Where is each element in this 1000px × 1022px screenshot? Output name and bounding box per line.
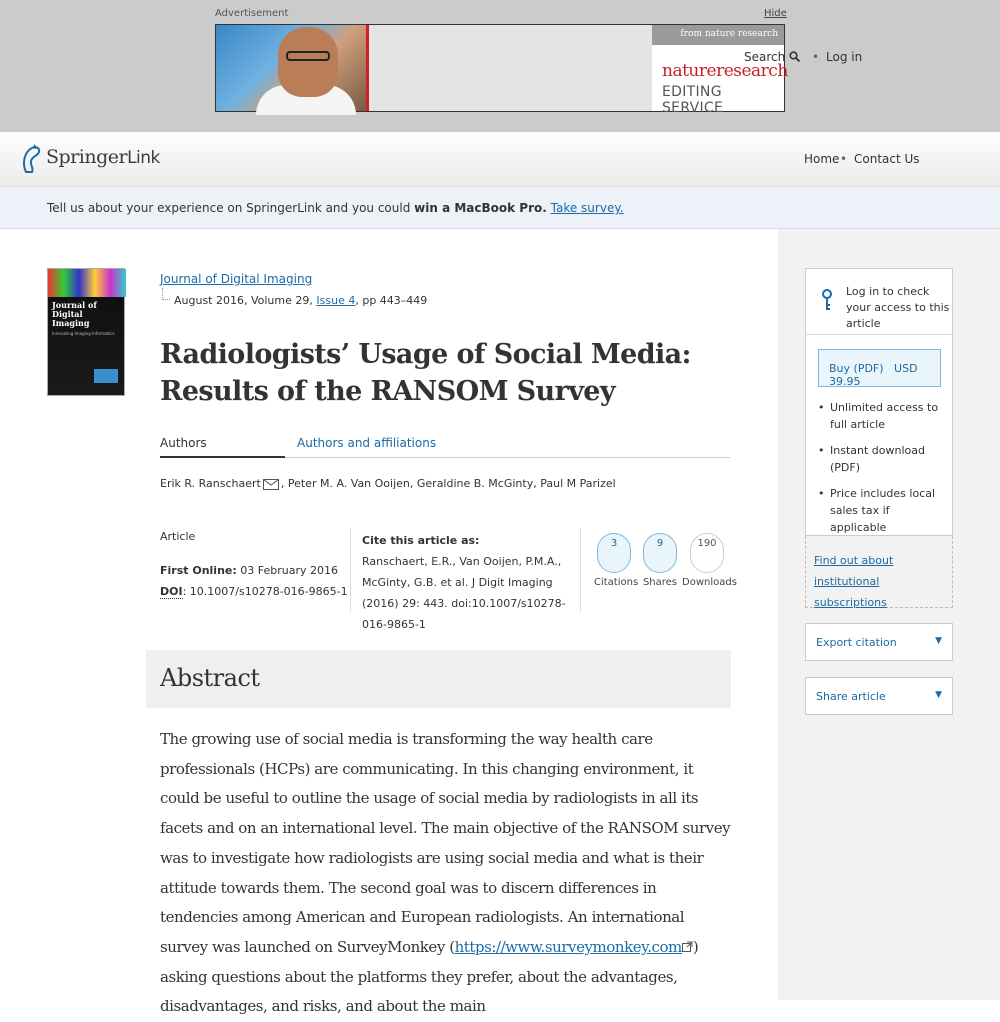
login-access-text: Log in to check your access to this article [846, 285, 950, 330]
tab-affiliations[interactable]: Authors and affiliations [297, 436, 437, 450]
metric-shares[interactable] [640, 533, 680, 588]
nav-separator: • [812, 50, 820, 64]
list-item: • Instant download (PDF) [818, 442, 948, 476]
metric-label: Downloads [682, 577, 737, 588]
divider [580, 528, 581, 612]
search-icon [789, 51, 800, 62]
nav-separator: • [840, 152, 848, 166]
journal-link[interactable]: Journal of Digital Imaging [160, 272, 313, 286]
survey-banner [0, 187, 1000, 229]
journal-cover-image[interactable]: Journal of Digital Imaging Innovating Imaging Informatics [47, 268, 125, 396]
nav-contact-link[interactable]: Contact Us [854, 152, 920, 166]
doi: DOI: 10.1007/s10278-016-9865-1 [160, 585, 348, 598]
take-survey-link[interactable]: Take survey. [550, 201, 624, 215]
email-icon[interactable] [263, 479, 279, 490]
author-name[interactable]: Erik R. Ranschaert [160, 477, 261, 490]
surveymonkey-link[interactable]: https://www.surveymonkey.com [454, 937, 682, 956]
ad-brand-panel [652, 25, 788, 116]
article-title: Radiologists’ Usage of Social Media: Results of the RANSOM Survey [160, 339, 691, 407]
first-online: First Online: 03 February 2016 [160, 564, 338, 577]
external-link-icon [682, 941, 693, 952]
login-access-box[interactable] [805, 268, 953, 334]
ad-label: Advertisement [215, 8, 289, 19]
list-item: • Price includes local sales tax if applicable [818, 485, 948, 536]
ad-photo [216, 25, 366, 111]
metric-downloads [682, 533, 737, 588]
key-icon [822, 289, 832, 311]
abstract-heading: Abstract [160, 664, 260, 692]
ad-from-label: from nature research [652, 25, 784, 45]
survey-text: Tell us about your experience on SpringerLink and you could win a MacBook Pro. Take survey. [47, 201, 624, 215]
author-tabs [160, 436, 730, 458]
purchase-box [805, 334, 953, 536]
springer-horse-icon[interactable] [20, 144, 42, 174]
chevron-down-icon: ▼ [935, 636, 942, 646]
issue-link[interactable]: Issue 4 [316, 294, 356, 307]
ad-banner[interactable] [215, 24, 788, 116]
export-citation-dropdown[interactable] [805, 623, 953, 661]
institutional-subscriptions-link[interactable]: Find out about institutional subscriptions [814, 554, 894, 609]
advertisement-band [0, 0, 1000, 132]
tab-authors[interactable]: Authors [160, 436, 285, 458]
nav-login-link[interactable]: Log in [826, 50, 863, 64]
metric-label: Shares [642, 577, 678, 588]
metric-citations[interactable] [594, 533, 639, 588]
metric-value: 9 [643, 533, 677, 573]
ad-divider [366, 25, 369, 111]
divider [350, 528, 351, 612]
nav-search-link[interactable]: Search [744, 50, 800, 64]
springerlink-logo[interactable]: SpringerLink [46, 146, 160, 168]
export-citation-label: Export citation [816, 636, 897, 649]
nav-home-link[interactable]: Home [804, 152, 840, 166]
ad-hide-link[interactable]: Hide [764, 8, 787, 19]
ad-service-name: EDITING SERVICE [662, 84, 724, 116]
metric-value: 190 [690, 533, 724, 573]
share-article-dropdown[interactable] [805, 677, 953, 715]
ad-brand-name: natureresearch [662, 61, 788, 81]
metric-value: 3 [597, 533, 631, 573]
article-type: Article [160, 530, 196, 543]
site-header [0, 132, 1000, 187]
metric-label: Citations [594, 577, 639, 588]
author-names[interactable]: , Peter M. A. Van Ooijen, Geraldine B. McGinty, Paul M Parizel [280, 477, 616, 490]
author-list [160, 477, 616, 490]
share-article-label: Share article [816, 690, 886, 703]
buy-pdf-button[interactable]: Buy (PDF) USD 39.95 [818, 349, 941, 387]
abstract-section-header [146, 650, 731, 708]
chevron-down-icon: ▼ [935, 690, 942, 700]
purchase-benefits [818, 399, 948, 545]
institutional-box [805, 536, 953, 608]
issue-info: August 2016, Volume 29, Issue 4, pp 443–449 [174, 294, 428, 307]
cite-this-article: Cite this article as: Ranschaert, E.R., Van Ooijen, P.M.A., McGinty, G.B. et al. J Digit Imaging (2016) 29: 443. doi:10.1007/s10278-016-9865-1 [362, 534, 566, 631]
abstract-text: The growing use of social media is transforming the way health care professionals (HCPs) are communicating. In this changing environment, it could be useful to outline the usage of social media by radiologists in all its facets and on an international level. The main objective of the RANSOM survey was to investigate how radiologists are using social media and what is their attitude towards them. The second goal was to discern differences in tendencies among American and European radiologists. An international survey was launched on SurveyMonkey (https://www.surveymonkey.com ) asking questions about the platforms they prefer, about the advantages, disadvantages, and risks, and about the main [160, 730, 731, 1016]
tree-connector [162, 288, 170, 300]
list-item: • Unlimited access to full article [818, 399, 948, 433]
